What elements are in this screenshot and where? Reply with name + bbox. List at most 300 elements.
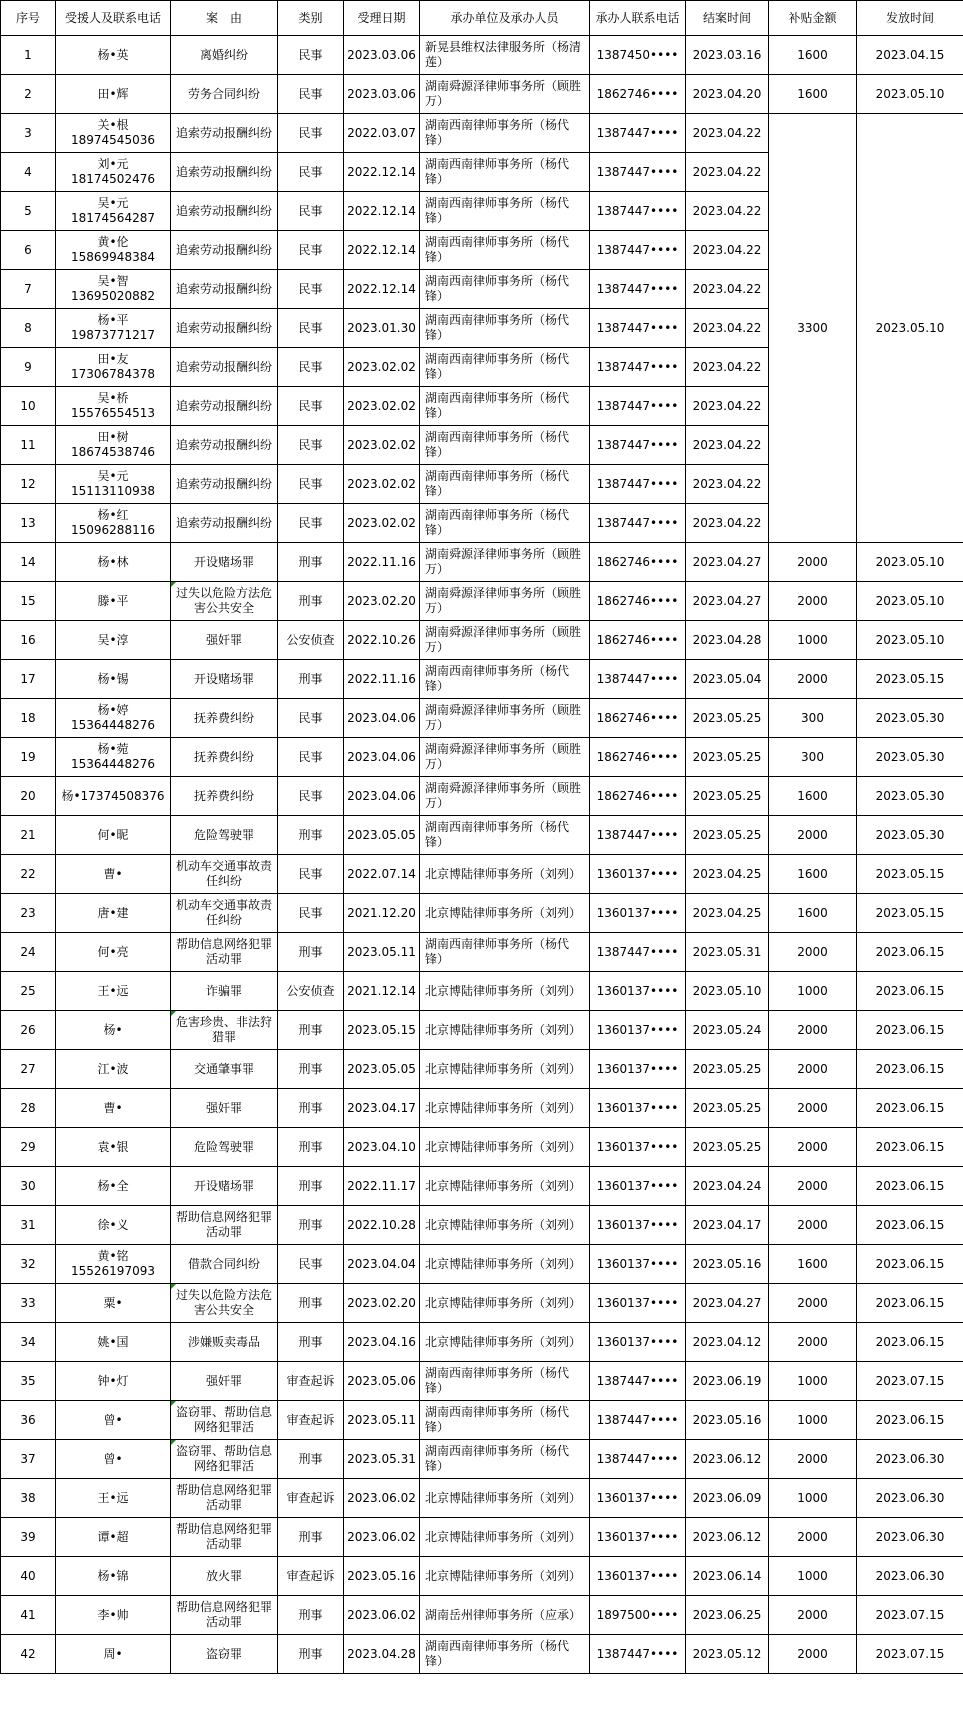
applicant-cell [56, 1284, 171, 1323]
applicant-name: 杨•林 [97, 554, 129, 569]
applicant-name: 钟•灯 [97, 1373, 129, 1388]
case-category: 刑事 [278, 1635, 344, 1674]
accepted-date: 2022.12.14 [344, 231, 420, 270]
closing-date: 2023.04.27 [686, 543, 769, 582]
case-category: 公安侦查 [278, 972, 344, 1011]
closing-date: 2023.04.20 [686, 75, 769, 114]
closing-date: 2023.05.12 [686, 1635, 769, 1674]
handler-phone: 1387447•••• [590, 465, 686, 504]
closing-date: 2023.05.25 [686, 1089, 769, 1128]
release-date: 2023.06.15 [857, 1050, 963, 1089]
applicant-name: 曹• [103, 866, 123, 881]
handler-phone: 1360137•••• [590, 1518, 686, 1557]
subsidy-amount: 1600 [769, 75, 857, 114]
accepted-date: 2022.11.17 [344, 1167, 420, 1206]
row-number: 17 [1, 660, 56, 699]
applicant-phone: 18974545036 [71, 133, 155, 147]
case-category: 民事 [278, 699, 344, 738]
applicant-name: 曹• [103, 1100, 123, 1115]
applicant-cell [56, 972, 171, 1011]
closing-date: 2023.04.22 [686, 387, 769, 426]
handling-unit: 湖南西南律师事务所（杨代锋） [420, 933, 590, 972]
applicant-phone: 13695020882 [71, 289, 155, 303]
applicant-phone: 15869948384 [71, 250, 155, 264]
row-number: 42 [1, 1635, 56, 1674]
case-category: 审查起诉 [278, 1362, 344, 1401]
subsidy-amount: 1600 [769, 894, 857, 933]
applicant-name: 杨•全 [97, 1178, 129, 1193]
closing-date: 2023.05.10 [686, 972, 769, 1011]
closing-date: 2023.04.22 [686, 114, 769, 153]
release-date: 2023.04.15 [857, 36, 963, 75]
release-date: 2023.06.15 [857, 972, 963, 1011]
header-applicant: 受援人及联系电话 [56, 1, 171, 36]
handling-unit: 北京博陆律师事务所（刘列） [420, 1557, 590, 1596]
release-date: 2023.05.30 [857, 777, 963, 816]
row-number: 26 [1, 1011, 56, 1050]
closing-date: 2023.05.25 [686, 816, 769, 855]
case-category: 民事 [278, 1245, 344, 1284]
release-date: 2023.05.30 [857, 699, 963, 738]
accepted-date: 2022.03.07 [344, 114, 420, 153]
applicant-phone: 15364448276 [71, 718, 155, 732]
case-cause: 盗窃罪、帮助信息网络犯罪活 [171, 1440, 278, 1479]
case-cause: 追索劳动报酬纠纷 [171, 270, 278, 309]
release-date-merged: 2023.05.10 [857, 114, 963, 543]
applicant-name: 黄•伦 [97, 235, 129, 249]
table-row [1, 543, 963, 582]
case-cause: 盗窃罪 [171, 1635, 278, 1674]
case-category: 民事 [278, 114, 344, 153]
release-date: 2023.05.15 [857, 660, 963, 699]
case-cause: 开设赌场罪 [171, 1167, 278, 1206]
subsidy-amount: 2000 [769, 1089, 857, 1128]
case-category: 民事 [278, 36, 344, 75]
applicant-cell [56, 36, 171, 75]
case-cause: 机动车交通事故责任纠纷 [171, 894, 278, 933]
applicant-cell [56, 426, 171, 465]
subsidy-amount: 1600 [769, 1245, 857, 1284]
accepted-date: 2023.02.02 [344, 465, 420, 504]
subsidy-amount: 1000 [769, 1362, 857, 1401]
subsidy-amount: 1000 [769, 1479, 857, 1518]
applicant-cell [56, 192, 171, 231]
row-number: 10 [1, 387, 56, 426]
table-row [1, 1245, 963, 1284]
case-category: 审查起诉 [278, 1557, 344, 1596]
applicant-name: 何•亮 [97, 944, 129, 959]
case-category: 刑事 [278, 1440, 344, 1479]
accepted-date: 2023.04.28 [344, 1635, 420, 1674]
row-number: 14 [1, 543, 56, 582]
closing-date: 2023.06.12 [686, 1518, 769, 1557]
case-cause: 强奸罪 [171, 1089, 278, 1128]
row-number: 2 [1, 75, 56, 114]
handling-unit: 北京博陆律师事务所（刘列） [420, 1245, 590, 1284]
release-date: 2023.06.15 [857, 1245, 963, 1284]
handler-phone: 1387447•••• [590, 426, 686, 465]
handling-unit: 湖南西南律师事务所（杨代锋） [420, 660, 590, 699]
case-category: 刑事 [278, 1011, 344, 1050]
row-number: 16 [1, 621, 56, 660]
subsidy-amount: 2000 [769, 1284, 857, 1323]
release-date: 2023.06.15 [857, 1284, 963, 1323]
applicant-phone: 18674538746 [71, 445, 155, 459]
applicant-cell [56, 231, 171, 270]
accepted-date: 2023.06.02 [344, 1518, 420, 1557]
closing-date: 2023.04.22 [686, 504, 769, 543]
handler-phone: 1862746•••• [590, 75, 686, 114]
table-row [1, 894, 963, 933]
case-category: 刑事 [278, 582, 344, 621]
row-number: 31 [1, 1206, 56, 1245]
table-row [1, 1440, 963, 1479]
applicant-name: 吴•淳 [97, 632, 129, 647]
release-date: 2023.06.15 [857, 1128, 963, 1167]
case-cause: 追索劳动报酬纠纷 [171, 465, 278, 504]
applicant-cell [56, 1245, 171, 1284]
handler-phone: 1360137•••• [590, 1557, 686, 1596]
applicant-name: 曾• [103, 1412, 123, 1427]
accepted-date: 2023.04.06 [344, 699, 420, 738]
applicant-cell [56, 777, 171, 816]
case-category: 民事 [278, 504, 344, 543]
applicant-cell [56, 543, 171, 582]
row-number: 28 [1, 1089, 56, 1128]
case-cause: 帮助信息网络犯罪活动罪 [171, 1596, 278, 1635]
case-category: 民事 [278, 231, 344, 270]
applicant-cell [56, 933, 171, 972]
case-category: 刑事 [278, 933, 344, 972]
closing-date: 2023.05.16 [686, 1245, 769, 1284]
accepted-date: 2021.12.20 [344, 894, 420, 933]
case-cause: 过失以危险方法危害公共安全 [171, 1284, 278, 1323]
applicant-cell [56, 1440, 171, 1479]
case-cause: 交通肇事罪 [171, 1050, 278, 1089]
handler-phone: 1387447•••• [590, 114, 686, 153]
applicant-name: 刘•元 [97, 157, 129, 171]
applicant-cell [56, 1011, 171, 1050]
handler-phone: 1387447•••• [590, 153, 686, 192]
closing-date: 2023.04.27 [686, 1284, 769, 1323]
handler-phone: 1360137•••• [590, 1050, 686, 1089]
handling-unit: 湖南西南律师事务所（杨代锋） [420, 504, 590, 543]
table-row [1, 738, 963, 777]
case-cause: 诈骗罪 [171, 972, 278, 1011]
applicant-cell [56, 1128, 171, 1167]
handler-phone: 1387450•••• [590, 36, 686, 75]
closing-date: 2023.04.22 [686, 153, 769, 192]
applicant-name: 田•辉 [97, 86, 129, 101]
row-number: 23 [1, 894, 56, 933]
handler-phone: 1897500•••• [590, 1596, 686, 1635]
table-row [1, 1635, 963, 1674]
accepted-date: 2023.02.02 [344, 387, 420, 426]
handling-unit: 湖南西南律师事务所（杨代锋） [420, 348, 590, 387]
applicant-cell [56, 387, 171, 426]
release-date: 2023.06.15 [857, 1401, 963, 1440]
applicant-cell [56, 309, 171, 348]
closing-date: 2023.04.22 [686, 270, 769, 309]
handling-unit: 北京博陆律师事务所（刘列） [420, 1284, 590, 1323]
subsidy-amount: 2000 [769, 582, 857, 621]
subsidy-amount: 1600 [769, 36, 857, 75]
case-category: 刑事 [278, 1128, 344, 1167]
applicant-cell [56, 1557, 171, 1596]
handling-unit: 湖南舜源泽律师事务所（顾胜万） [420, 621, 590, 660]
applicant-cell [56, 894, 171, 933]
applicant-cell [56, 504, 171, 543]
table-row [1, 36, 963, 75]
subsidy-amount: 2000 [769, 1440, 857, 1479]
table-row [1, 1206, 963, 1245]
case-cause: 危险驾驶罪 [171, 816, 278, 855]
closing-date: 2023.04.25 [686, 855, 769, 894]
handler-phone: 1387447•••• [590, 192, 686, 231]
closing-date: 2023.04.22 [686, 348, 769, 387]
case-cause: 追索劳动报酬纠纷 [171, 426, 278, 465]
applicant-phone: 15364448276 [71, 757, 155, 771]
case-category: 民事 [278, 738, 344, 777]
row-number: 29 [1, 1128, 56, 1167]
applicant-cell [56, 1518, 171, 1557]
handler-phone: 1387447•••• [590, 1635, 686, 1674]
case-cause: 帮助信息网络犯罪活动罪 [171, 1518, 278, 1557]
applicant-cell [56, 816, 171, 855]
case-cause: 追索劳动报酬纠纷 [171, 114, 278, 153]
accepted-date: 2023.04.06 [344, 738, 420, 777]
accepted-date: 2023.05.05 [344, 816, 420, 855]
applicant-name: 曾• [103, 1451, 123, 1466]
handling-unit: 北京博陆律师事务所（刘列） [420, 1206, 590, 1245]
table-row [1, 933, 963, 972]
case-cause: 帮助信息网络犯罪活动罪 [171, 1206, 278, 1245]
closing-date: 2023.06.19 [686, 1362, 769, 1401]
handling-unit: 湖南西南律师事务所（杨代锋） [420, 1635, 590, 1674]
applicant-name: 杨•菀 [97, 742, 129, 756]
subsidy-amount: 2000 [769, 816, 857, 855]
handling-unit: 湖南舜源泽律师事务所（顾胜万） [420, 75, 590, 114]
subsidy-amount: 2000 [769, 1050, 857, 1089]
applicant-name: 黄•铭 [97, 1249, 129, 1263]
handling-unit: 湖南西南律师事务所（杨代锋） [420, 309, 590, 348]
row-number: 33 [1, 1284, 56, 1323]
release-date: 2023.06.15 [857, 933, 963, 972]
closing-date: 2023.05.25 [686, 1128, 769, 1167]
row-number: 32 [1, 1245, 56, 1284]
applicant-name: 周• [103, 1646, 123, 1661]
subsidy-amount: 2000 [769, 1518, 857, 1557]
accepted-date: 2023.02.02 [344, 348, 420, 387]
applicant-cell [56, 699, 171, 738]
row-number: 19 [1, 738, 56, 777]
case-category: 刑事 [278, 660, 344, 699]
row-number: 25 [1, 972, 56, 1011]
handling-unit: 湖南西南律师事务所（杨代锋） [420, 270, 590, 309]
release-date: 2023.05.30 [857, 738, 963, 777]
release-date: 2023.06.30 [857, 1440, 963, 1479]
row-number: 40 [1, 1557, 56, 1596]
case-category: 刑事 [278, 543, 344, 582]
case-category: 刑事 [278, 1167, 344, 1206]
handler-phone: 1360137•••• [590, 1284, 686, 1323]
accepted-date: 2023.05.15 [344, 1011, 420, 1050]
release-date: 2023.07.15 [857, 1596, 963, 1635]
row-number: 18 [1, 699, 56, 738]
handler-phone: 1387447•••• [590, 660, 686, 699]
case-category: 刑事 [278, 1050, 344, 1089]
accepted-date: 2023.04.10 [344, 1128, 420, 1167]
closing-date: 2023.04.17 [686, 1206, 769, 1245]
release-date: 2023.06.30 [857, 1557, 963, 1596]
applicant-cell [56, 1479, 171, 1518]
handler-phone: 1360137•••• [590, 894, 686, 933]
case-category: 民事 [278, 309, 344, 348]
subsidy-amount: 1600 [769, 855, 857, 894]
applicant-cell [56, 1089, 171, 1128]
handling-unit: 湖南舜源泽律师事务所（顾胜万） [420, 543, 590, 582]
applicant-phone: 17306784378 [71, 367, 155, 381]
row-number: 24 [1, 933, 56, 972]
subsidy-amount-merged: 3300 [769, 114, 857, 543]
table-row [1, 777, 963, 816]
case-cause: 开设赌场罪 [171, 660, 278, 699]
release-date: 2023.05.10 [857, 582, 963, 621]
table-row [1, 816, 963, 855]
subsidy-amount: 2000 [769, 933, 857, 972]
case-cause: 追索劳动报酬纠纷 [171, 153, 278, 192]
handler-phone: 1360137•••• [590, 1128, 686, 1167]
case-category: 民事 [278, 426, 344, 465]
handling-unit: 北京博陆律师事务所（刘列） [420, 1050, 590, 1089]
handler-phone: 1862746•••• [590, 699, 686, 738]
release-date: 2023.06.15 [857, 1089, 963, 1128]
row-number: 27 [1, 1050, 56, 1089]
closing-date: 2023.04.22 [686, 426, 769, 465]
closing-date: 2023.04.24 [686, 1167, 769, 1206]
handler-phone: 1387447•••• [590, 270, 686, 309]
case-cause: 强奸罪 [171, 1362, 278, 1401]
subsidy-amount: 2000 [769, 1596, 857, 1635]
case-cause: 追索劳动报酬纠纷 [171, 309, 278, 348]
applicant-name: 关•根 [97, 118, 129, 132]
case-category: 审查起诉 [278, 1479, 344, 1518]
applicant-name: 田•树 [97, 430, 129, 444]
case-category: 刑事 [278, 1596, 344, 1635]
table-row [1, 660, 963, 699]
table-row [1, 1167, 963, 1206]
closing-date: 2023.06.14 [686, 1557, 769, 1596]
table-row [1, 582, 963, 621]
applicant-cell [56, 1323, 171, 1362]
header-no: 序号 [1, 1, 56, 36]
accepted-date: 2022.11.16 [344, 660, 420, 699]
release-date: 2023.06.30 [857, 1518, 963, 1557]
case-cause: 机动车交通事故责任纠纷 [171, 855, 278, 894]
applicant-name: 何•昵 [97, 827, 129, 842]
applicant-name: 杨•红 [97, 508, 129, 522]
closing-date: 2023.06.12 [686, 1440, 769, 1479]
header-row [1, 1, 963, 36]
handling-unit: 湖南西南律师事务所（杨代锋） [420, 465, 590, 504]
accepted-date: 2022.07.14 [344, 855, 420, 894]
applicant-cell [56, 270, 171, 309]
handler-phone: 1360137•••• [590, 972, 686, 1011]
table-row [1, 1557, 963, 1596]
handler-phone: 1387447•••• [590, 1401, 686, 1440]
accepted-date: 2023.05.31 [344, 1440, 420, 1479]
closing-date: 2023.05.25 [686, 699, 769, 738]
closing-date: 2023.04.27 [686, 582, 769, 621]
row-number: 15 [1, 582, 56, 621]
case-category: 审查起诉 [278, 1401, 344, 1440]
applicant-cell [56, 114, 171, 153]
case-cause: 借款合同纠纷 [171, 1245, 278, 1284]
accepted-date: 2023.02.02 [344, 504, 420, 543]
release-date: 2023.05.30 [857, 816, 963, 855]
handler-phone: 1387447•••• [590, 387, 686, 426]
applicant-phone: 18174564287 [71, 211, 155, 225]
accepted-date: 2022.11.16 [344, 543, 420, 582]
table-row [1, 1284, 963, 1323]
case-cause: 过失以危险方法危害公共安全 [171, 582, 278, 621]
handling-unit: 湖南西南律师事务所（杨代锋） [420, 153, 590, 192]
handling-unit: 湖南舜源泽律师事务所（顾胜万） [420, 777, 590, 816]
row-number: 7 [1, 270, 56, 309]
case-category: 刑事 [278, 816, 344, 855]
applicant-cell [56, 465, 171, 504]
handling-unit: 湖南西南律师事务所（杨代锋） [420, 231, 590, 270]
case-category: 民事 [278, 387, 344, 426]
row-number: 37 [1, 1440, 56, 1479]
subsidy-amount: 300 [769, 699, 857, 738]
handler-phone: 1387447•••• [590, 348, 686, 387]
header-closing-date: 结案时间 [686, 1, 769, 36]
handling-unit: 湖南舜源泽律师事务所（顾胜万） [420, 582, 590, 621]
table-row [1, 114, 963, 153]
handler-phone: 1862746•••• [590, 582, 686, 621]
applicant-name: 杨•英 [97, 47, 129, 62]
case-cause: 抚养费纠纷 [171, 699, 278, 738]
applicant-cell [56, 153, 171, 192]
case-cause: 追索劳动报酬纠纷 [171, 504, 278, 543]
table-row [1, 621, 963, 660]
case-category: 民事 [278, 777, 344, 816]
handler-phone: 1387447•••• [590, 1362, 686, 1401]
applicant-name: 粟• [103, 1295, 123, 1310]
case-cause: 离婚纠纷 [171, 36, 278, 75]
closing-date: 2023.04.22 [686, 309, 769, 348]
closing-date: 2023.03.16 [686, 36, 769, 75]
closing-date: 2023.04.22 [686, 231, 769, 270]
accepted-date: 2023.02.02 [344, 426, 420, 465]
case-category: 刑事 [278, 1206, 344, 1245]
subsidy-amount: 1000 [769, 1401, 857, 1440]
accepted-date: 2023.03.06 [344, 75, 420, 114]
case-cause: 抚养费纠纷 [171, 738, 278, 777]
applicant-cell [56, 738, 171, 777]
release-date: 2023.07.15 [857, 1362, 963, 1401]
handler-phone: 1862746•••• [590, 777, 686, 816]
applicant-cell [56, 348, 171, 387]
closing-date: 2023.04.28 [686, 621, 769, 660]
closing-date: 2023.04.22 [686, 192, 769, 231]
row-number: 4 [1, 153, 56, 192]
handling-unit: 北京博陆律师事务所（刘列） [420, 1518, 590, 1557]
applicant-name: 袁•银 [97, 1139, 129, 1154]
applicant-phone: 15096288116 [71, 523, 155, 537]
accepted-date: 2022.10.28 [344, 1206, 420, 1245]
